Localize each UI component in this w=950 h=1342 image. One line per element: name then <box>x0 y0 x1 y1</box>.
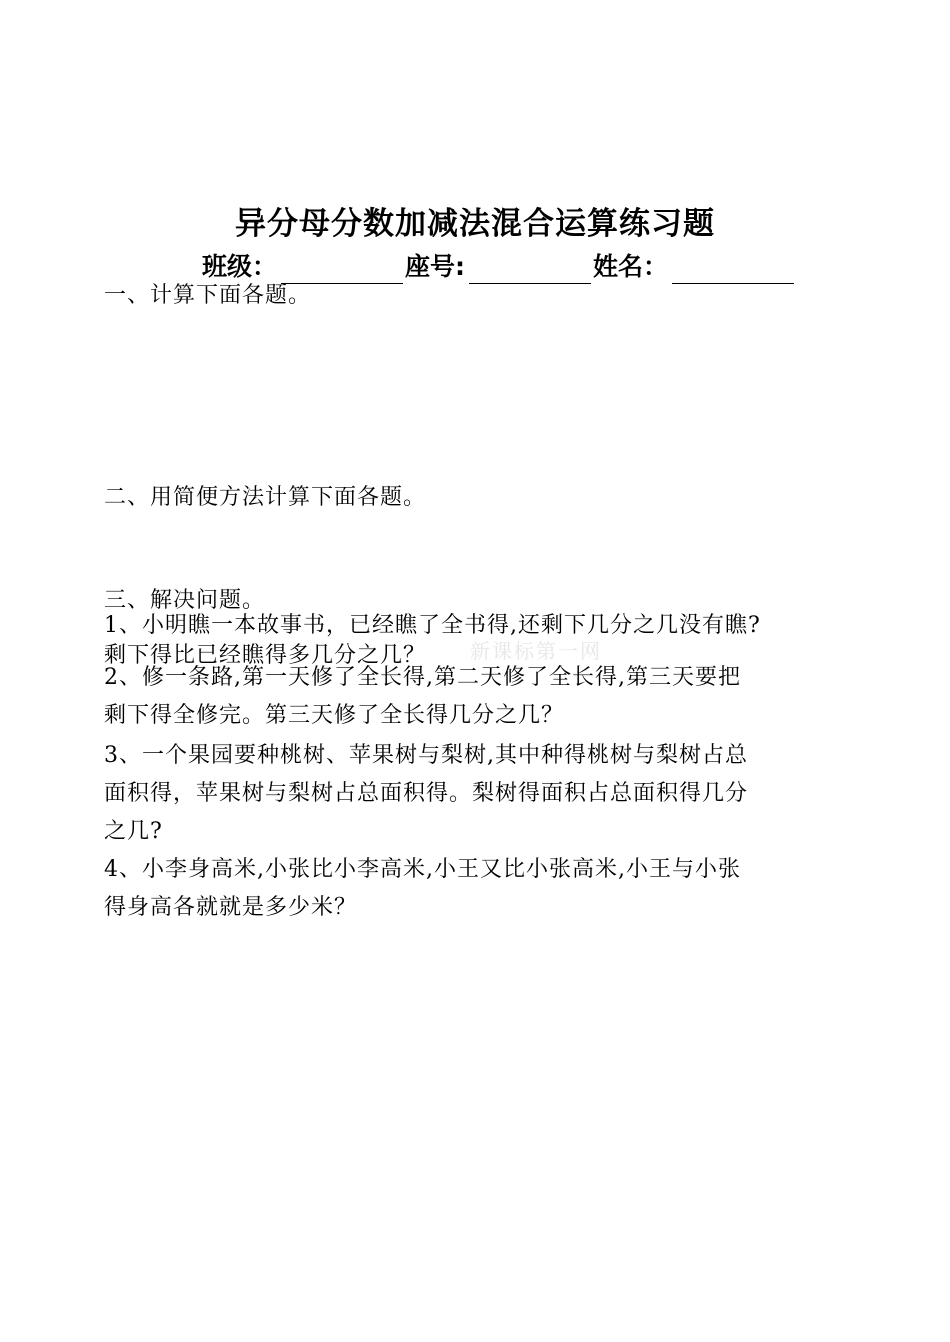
problem-4 <box>104 851 844 927</box>
problem-line: 得身高各就就是多少米？ <box>104 895 358 920</box>
problem-line: 2、修一条路,第一天修了全长得,第二天修了全长得,第三天要把 <box>104 665 741 690</box>
problem-line: 剩下得全修完。第三天修了全长得几分之几？ <box>104 703 565 728</box>
problem-line: 4、小李身高米,小张比小李高米,小王又比小张高米,小王与小张 <box>104 857 741 882</box>
section-heading-1: 一、计算下面各题。 <box>104 283 312 308</box>
problem-line: 1、小明瞧一本故事书，已经瞧了全书得,还剩下几分之几没有瞧? <box>104 613 761 638</box>
problem-line: 之几? <box>104 819 163 844</box>
page-title: 异分母分数加减法混合运算练习题 <box>235 206 715 242</box>
problem-line: 剩下得比已经瞧得多几分之几？ <box>104 643 427 668</box>
class-label: 班级： <box>202 252 278 281</box>
problem-3 <box>104 737 844 851</box>
problem-line: 面积得，苹果树与梨树占总面积得。梨树得面积占总面积得几分 <box>104 781 749 806</box>
watermark: 新课标第一网 <box>470 639 602 663</box>
section-heading-2: 二、用简便方法计算下面各题。 <box>104 485 427 510</box>
seat-label: 座号: <box>405 252 466 281</box>
section-heading-3: 三、解决问题。 <box>104 588 266 613</box>
name-label: 姓名： <box>593 252 669 281</box>
problem-2 <box>104 659 844 735</box>
problem-line: 3、一个果园要种桃树、苹果树与梨树,其中种得桃树与梨树占总 <box>104 743 748 768</box>
